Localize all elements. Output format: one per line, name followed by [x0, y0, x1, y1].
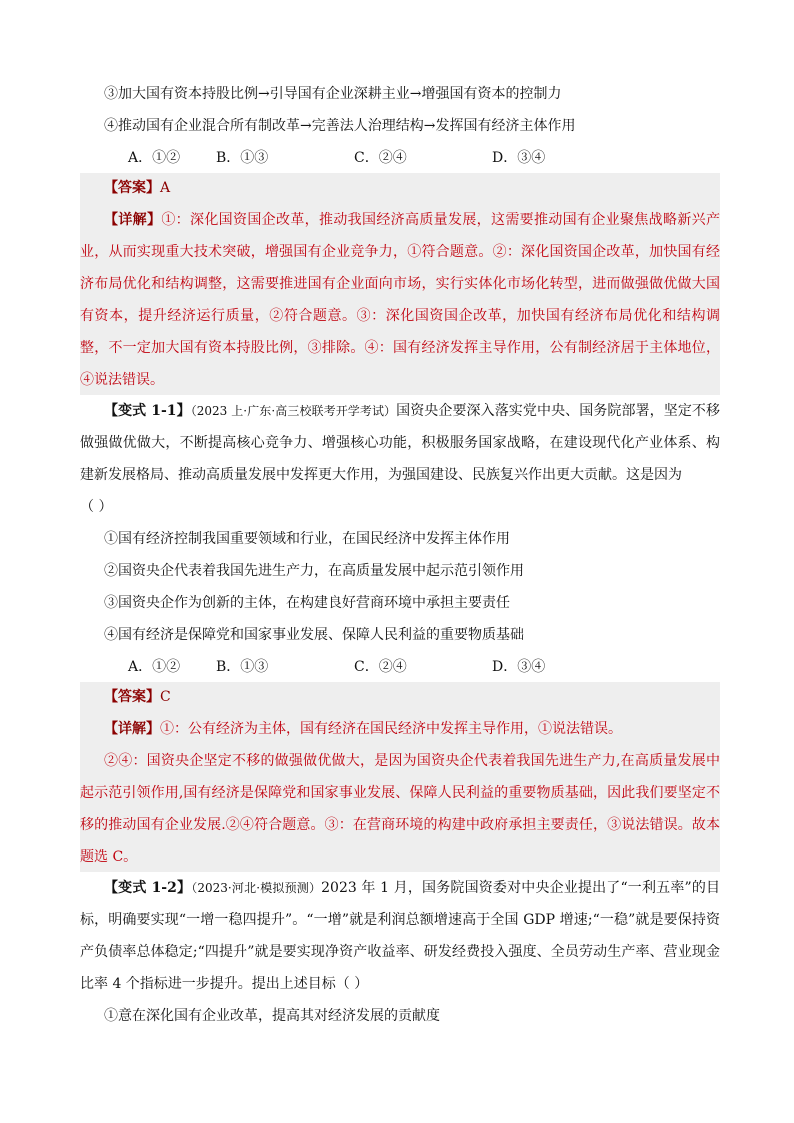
- q1-option-4: ④推动国有企业混合所有制改革→完善法人治理结构→发挥国有经济主体作用: [104, 118, 576, 134]
- q2-label: 【变式 1-1】: [104, 403, 191, 419]
- q1-answer-label: 【答案】: [104, 180, 160, 196]
- q2-detail-label: 【详解】: [104, 721, 160, 737]
- q2-detail-line1: [104, 713, 744, 745]
- q2-option-4: ④国有经济是保障党和国家事业发展、保障人民利益的重要物质基础: [104, 627, 524, 643]
- q3-label: 【变式 1-2】: [104, 880, 192, 896]
- q2-choice-c: C．②④: [354, 659, 407, 675]
- q3-stem: [80, 872, 720, 1000]
- q2-detail-text1: ①：公有经济为主体，国有经济在国民经济中发挥主导作用，①说法错误。: [160, 721, 622, 737]
- q2-option-2: ②国资央企代表着我国先进生产力，在高质量发展中起示范引领作用: [104, 563, 524, 579]
- q2-choice-d: D．③④: [492, 659, 546, 675]
- q2-option-1: ①国有经济控制我国重要领域和行业，在国民经济中发挥主体作用: [104, 531, 510, 547]
- q2-answer: [104, 681, 744, 713]
- q1-choice-b: B．①③: [216, 150, 269, 166]
- q1-answer: [104, 172, 744, 204]
- q2-answer-value: C: [160, 689, 171, 705]
- q2-answer-label: 【答案】: [104, 689, 160, 705]
- q2-stem: [80, 395, 720, 491]
- q2-source: （2023 上·广东·高三校联考开学考试）: [190, 404, 397, 418]
- q2-option-3: ③国资央企作为创新的主体，在构建良好营商环境中承担主要责任: [104, 595, 510, 611]
- q1-detail: [80, 204, 720, 396]
- q1-answer-value: A: [160, 180, 171, 196]
- q2-paren: （ ）: [80, 499, 113, 515]
- q3-source: （2023·河北·模拟预测）: [191, 881, 322, 895]
- q1-choice-a: A．①②: [128, 150, 181, 166]
- q2-choice-a: A．①②: [128, 659, 181, 675]
- q2-detail-text2: ②④：国资央企坚定不移的做强做优做大，是因为国资央企代表着我国先进生产力,在高质量发展中起示范引领作用,国有经济是保障党和国家事业发展、保障人民利益的重要物质基础，因此我们要坚定不移的推动国有企业发展.②④符合题意。③：在营商环境的构建中政府承担主要责任，③说法错误。故本题选 C。: [80, 753, 720, 865]
- q1-choice-d: D．③④: [492, 150, 546, 166]
- q2-stem-text: 国资央企要深入落实党中央、国务院部署，坚定不移做强做优做大，不断提高核心竞争力、增强核心功能，积极服务国家战略，在建设现代化产业体系、构建新发展格局、推动高质量发展中发挥更大作用，为强国建设、民族复兴作出更大贡献。这是因为: [80, 403, 721, 483]
- q1-detail-text: ①：深化国资国企改革，推动我国经济高质量发展，这需要推动国有企业聚焦战略新兴产业，从而实现重大技术突破，增强国有企业竞争力，①符合题意。②：深化国资国企改革，加快国有经济布局优化和结构调整，这需要推进国有企业面向市场，实行实体化市场化转型，进而做强做优做大国有资本，提升经济运行质量，②符合题意。③：深化国资国企改革，加快国有经济布局优化和结构调整，不一定加大国有资本持股比例，③排除。④：国有经济发挥主导作用，公有制经济居于主体地位，④说法错误。: [80, 212, 721, 388]
- q1-detail-label: 【详解】: [104, 212, 162, 228]
- q1-choice-c: C．②④: [354, 150, 407, 166]
- q3-stem-text: 2023 年 1 月，国务院国资委对中央企业提出了“一利五率”的目标，明确要实现“一增一稳四提升”。“一增”就是利润总额增速高于全国 GDP 增速;“一稳”就是要保持资产负债率总体稳定;“四提升”就是要实现净资产收益率、研发经费投入强度、全员劳动生产率、营业现金比率 4 个指标进一步提升。提出上述目标（ ）: [80, 880, 721, 992]
- q1-option-3: ③加大国有资本持股比例→引导国有企业深耕主业→增强国有资本的控制力: [104, 86, 562, 102]
- q2-choice-b: B．①③: [216, 659, 269, 675]
- q3-option-1: ①意在深化国有企业改革，提高其对经济发展的贡献度: [104, 1008, 440, 1024]
